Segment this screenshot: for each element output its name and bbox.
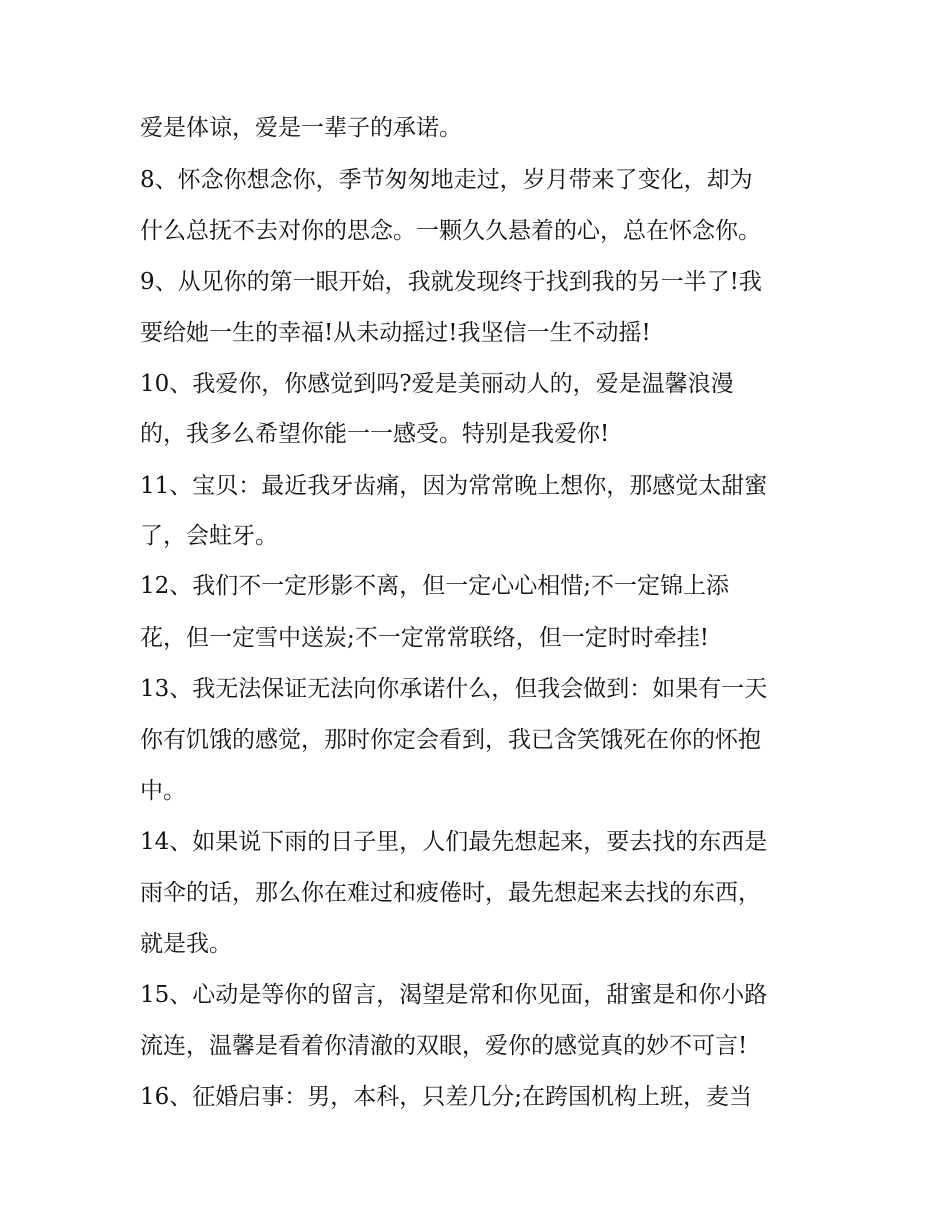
text-line: 什么总抚不去对你的思念。一颗久久悬着的心，总在怀念你。: [140, 218, 761, 244]
text-line: 9、从见你的第一眼开始，我就发现终于找到我的另一半了!我: [140, 269, 762, 295]
text-line: 14、如果说下雨的日子里，人们最先想起来，要去找的东西是: [140, 829, 768, 855]
text-line: 爱是体谅，爱是一辈子的承诺。: [140, 115, 462, 141]
text-line: 15、心动是等你的留言，渴望是常和你见面，甜蜜是和你小路: [140, 982, 768, 1008]
text-line: 雨伞的话，那么你在难过和疲倦时，最先想起来去找的东西，: [140, 880, 761, 906]
text-line: 的，我多么希望你能一一感受。特别是我爱你!: [140, 421, 610, 447]
text-line: 13、我无法保证无法向你承诺什么，但我会做到：如果有一天: [140, 676, 768, 702]
text-line: 16、征婚启事：男，本科，只差几分;在跨国机构上班，麦当: [140, 1084, 753, 1110]
text-line: 要给她一生的幸福!从未动摇过!我坚信一生不动摇!: [140, 320, 651, 346]
text-line: 你有饥饿的感觉，那时你定会看到，我已含笑饿死在你的怀抱: [140, 727, 761, 753]
text-line: 11、宝贝：最近我牙齿痛，因为常常晚上想你，那感觉太甜蜜: [140, 473, 768, 499]
text-line: 10、我爱你，你感觉到吗?爱是美丽动人的，爱是温馨浪漫: [140, 371, 734, 397]
text-line: 中。: [140, 778, 186, 804]
text-line: 8、怀念你想念你，季节匆匆地走过，岁月带来了变化，却为: [140, 167, 753, 193]
text-line: 12、我们不一定形影不离，但一定心心相惜;不一定锦上添: [140, 573, 730, 599]
text-line: 了，会蛀牙。: [140, 523, 278, 549]
text-line: 流连，温馨是看着你清澈的双眼，爱你的感觉真的妙不可言!: [140, 1033, 748, 1059]
text-line: 就是我。: [140, 931, 232, 957]
text-line: 花，但一定雪中送炭;不一定常常联络，但一定时时牵挂!: [140, 625, 709, 651]
